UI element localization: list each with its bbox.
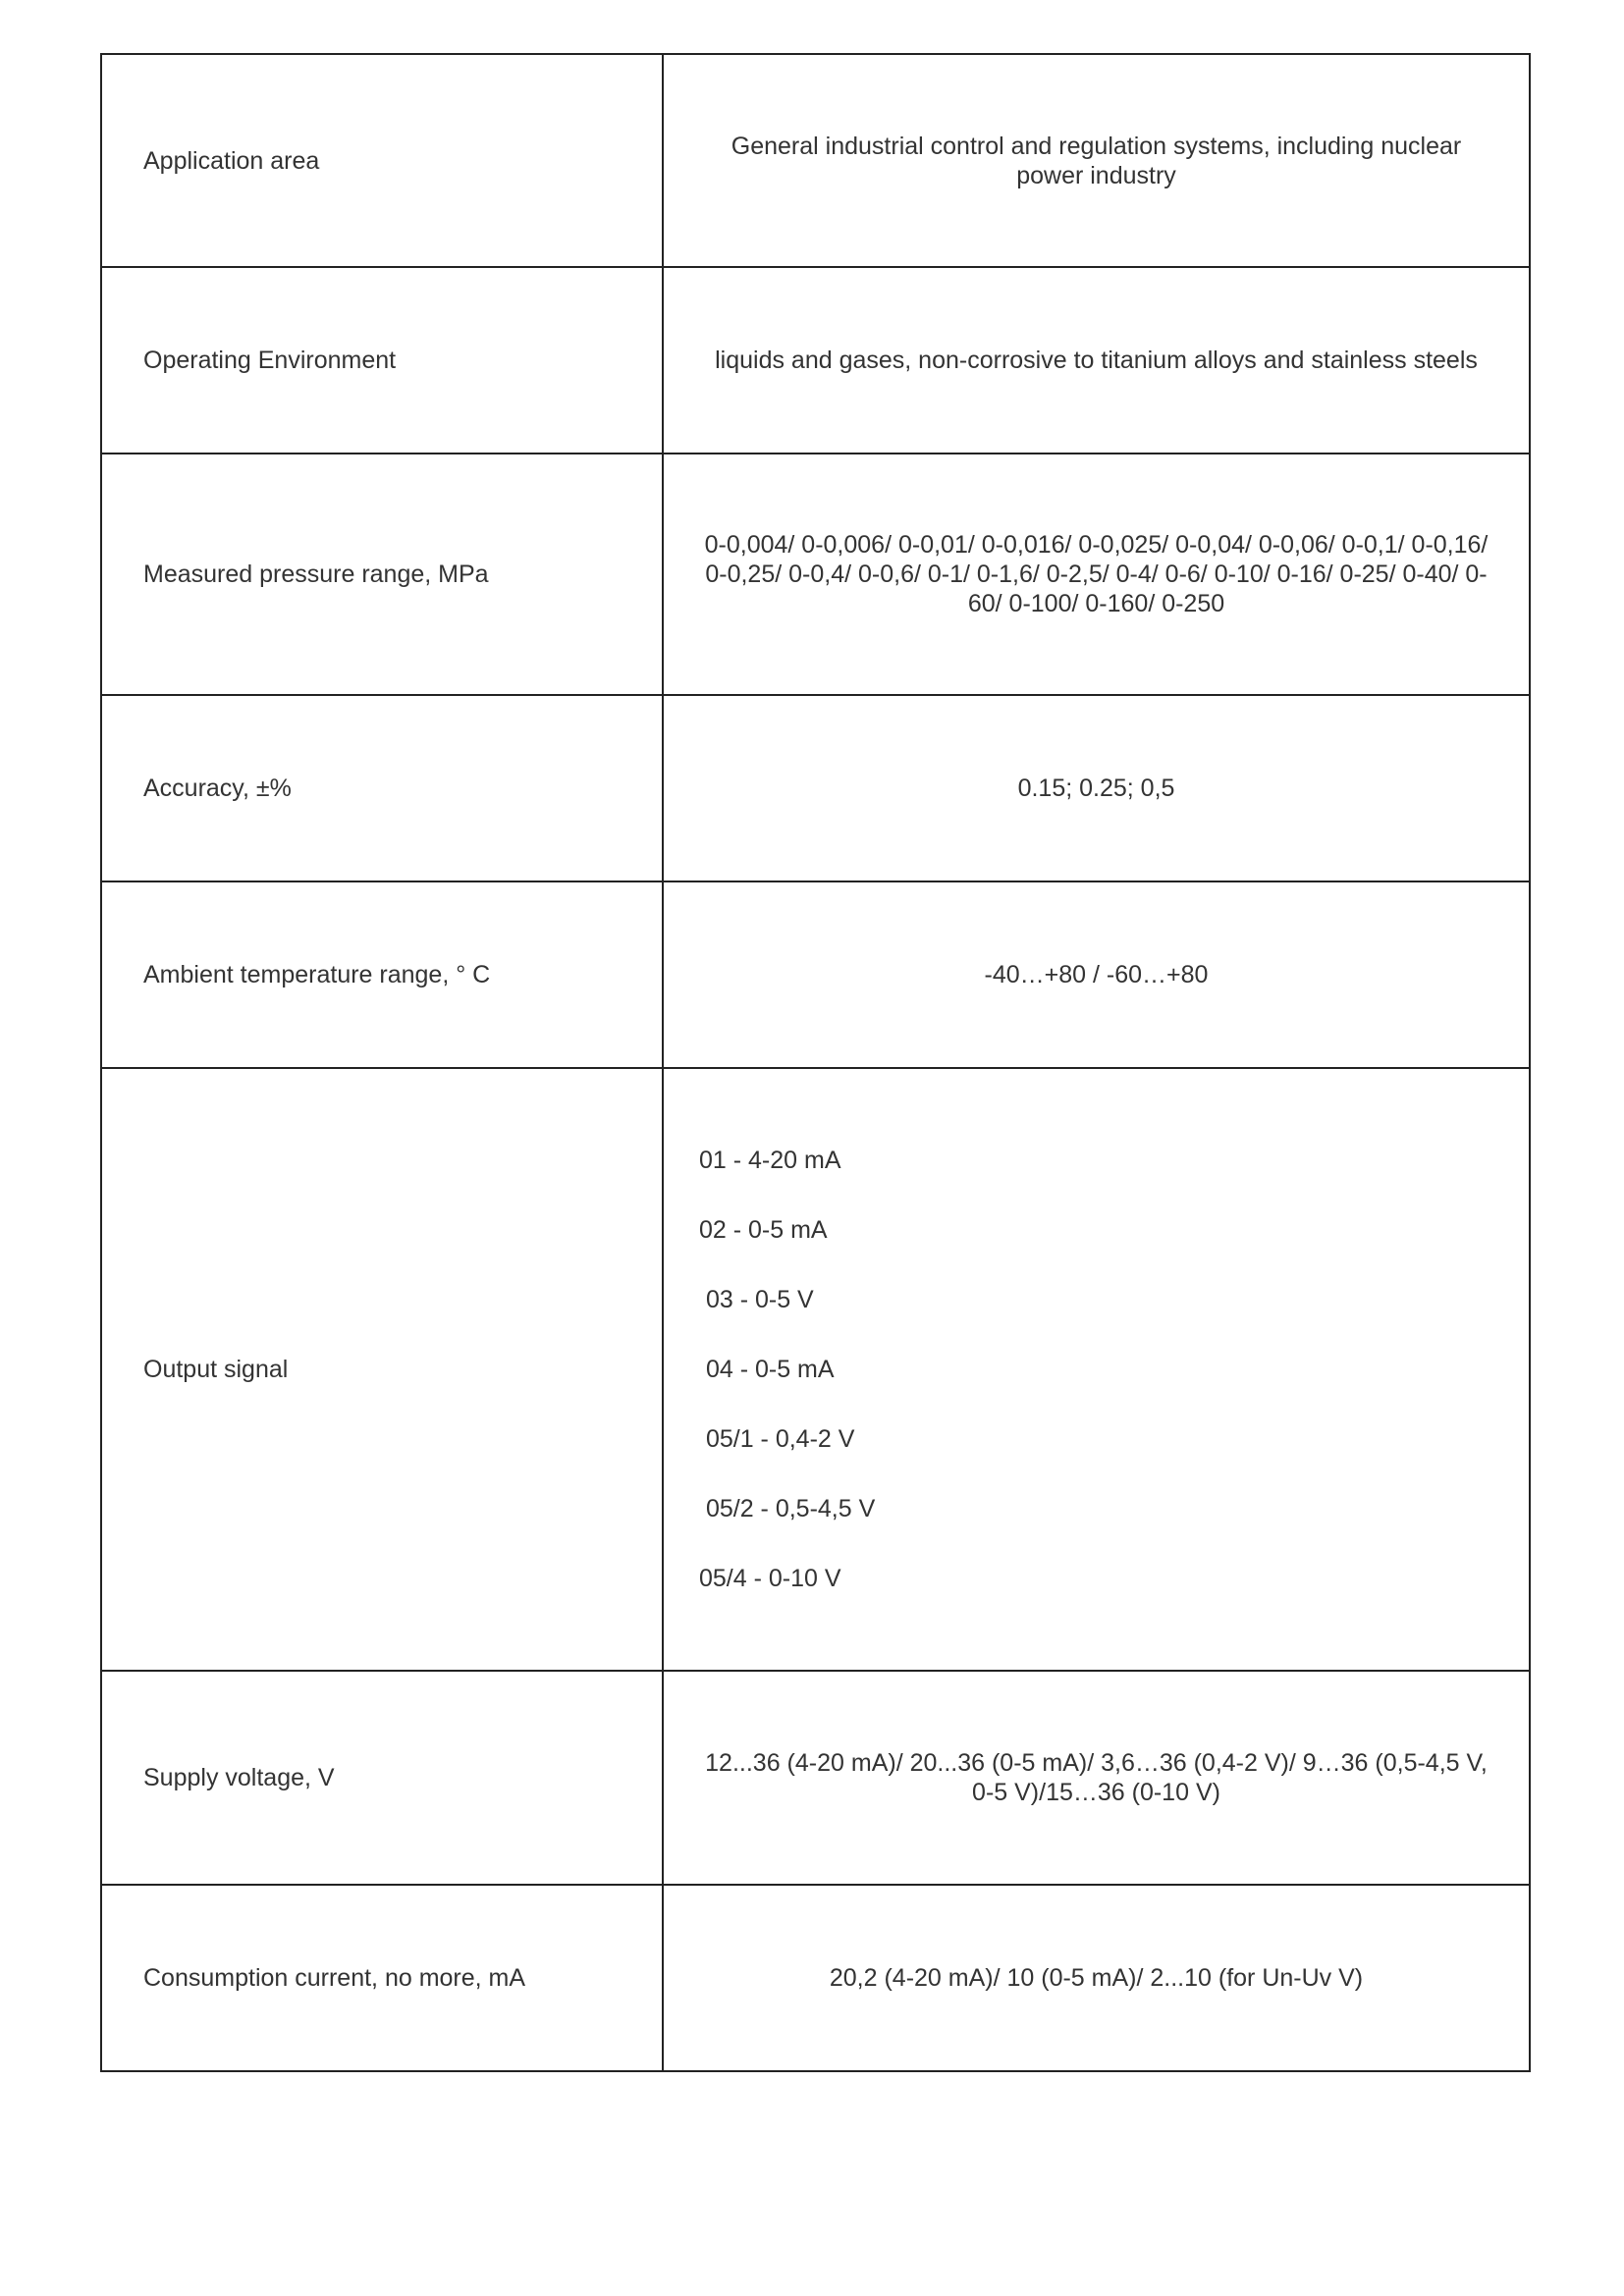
label-application-area: Application area <box>101 54 663 267</box>
label-accuracy: Accuracy, ±% <box>101 695 663 881</box>
table-row-output-signal <box>101 1068 1530 1671</box>
value-output-signal <box>663 1068 1530 1671</box>
table-row-ambient-temperature <box>101 881 1530 1068</box>
label-consumption-current: Consumption current, no more, mA <box>101 1885 663 2071</box>
label-supply-voltage: Supply voltage, V <box>101 1671 663 1885</box>
table-row-application-area <box>101 54 1530 267</box>
label-output-signal: Output signal <box>101 1068 663 1671</box>
output-signal-list <box>699 1126 1491 1614</box>
label-operating-environment: Operating Environment <box>101 267 663 454</box>
output-signal-item: 05/4 - 0-10 V <box>699 1564 841 1592</box>
output-signal-item: 02 - 0-5 mA <box>699 1215 828 1244</box>
specifications-table <box>100 53 1531 2072</box>
output-signal-item: 01 - 4-20 mA <box>699 1146 841 1174</box>
output-signal-item: 05/2 - 0,5-4,5 V <box>699 1494 876 1522</box>
value-operating-environment: liquids and gases, non-corrosive to titanium alloys and stainless steels <box>663 267 1530 454</box>
value-pressure-range: 0-0,004/ 0-0,006/ 0-0,01/ 0-0,016/ 0-0,025/ 0-0,04/ 0-0,06/ 0-0,1/ 0-0,16/ 0-0,25/ 0-0,4/ 0-0,6/ 0-1/ 0-1,6/ 0-2,5/ 0-4/ 0-6/ 0-10/ 0-16/ 0-25/ 0-40/ 0-60/ 0-100/ 0-160/ 0-250 <box>663 454 1530 695</box>
output-signal-item: 04 - 0-5 mA <box>699 1355 835 1383</box>
label-pressure-range: Measured pressure range, MPa <box>101 454 663 695</box>
label-ambient-temperature: Ambient temperature range, ° C <box>101 881 663 1068</box>
table-row-operating-environment <box>101 267 1530 454</box>
value-supply-voltage: 12...36 (4-20 mA)/ 20...36 (0-5 mA)/ 3,6…36 (0,4-2 V)/ 9…36 (0,5-4,5 V, 0-5 V)/15…36 (0-10 V) <box>663 1671 1530 1885</box>
table-row-accuracy <box>101 695 1530 881</box>
value-application-area: General industrial control and regulation systems, including nuclear power industry <box>663 54 1530 267</box>
table-row-supply-voltage <box>101 1671 1530 1885</box>
table-row-consumption-current <box>101 1885 1530 2071</box>
value-ambient-temperature: -40…+80 / -60…+80 <box>663 881 1530 1068</box>
table-row-pressure-range <box>101 454 1530 695</box>
value-consumption-current: 20,2 (4-20 mA)/ 10 (0-5 mA)/ 2...10 (for Un-Uv V) <box>663 1885 1530 2071</box>
output-signal-item: 03 - 0-5 V <box>699 1285 814 1313</box>
value-accuracy: 0.15; 0.25; 0,5 <box>663 695 1530 881</box>
output-signal-item: 05/1 - 0,4-2 V <box>699 1424 855 1453</box>
